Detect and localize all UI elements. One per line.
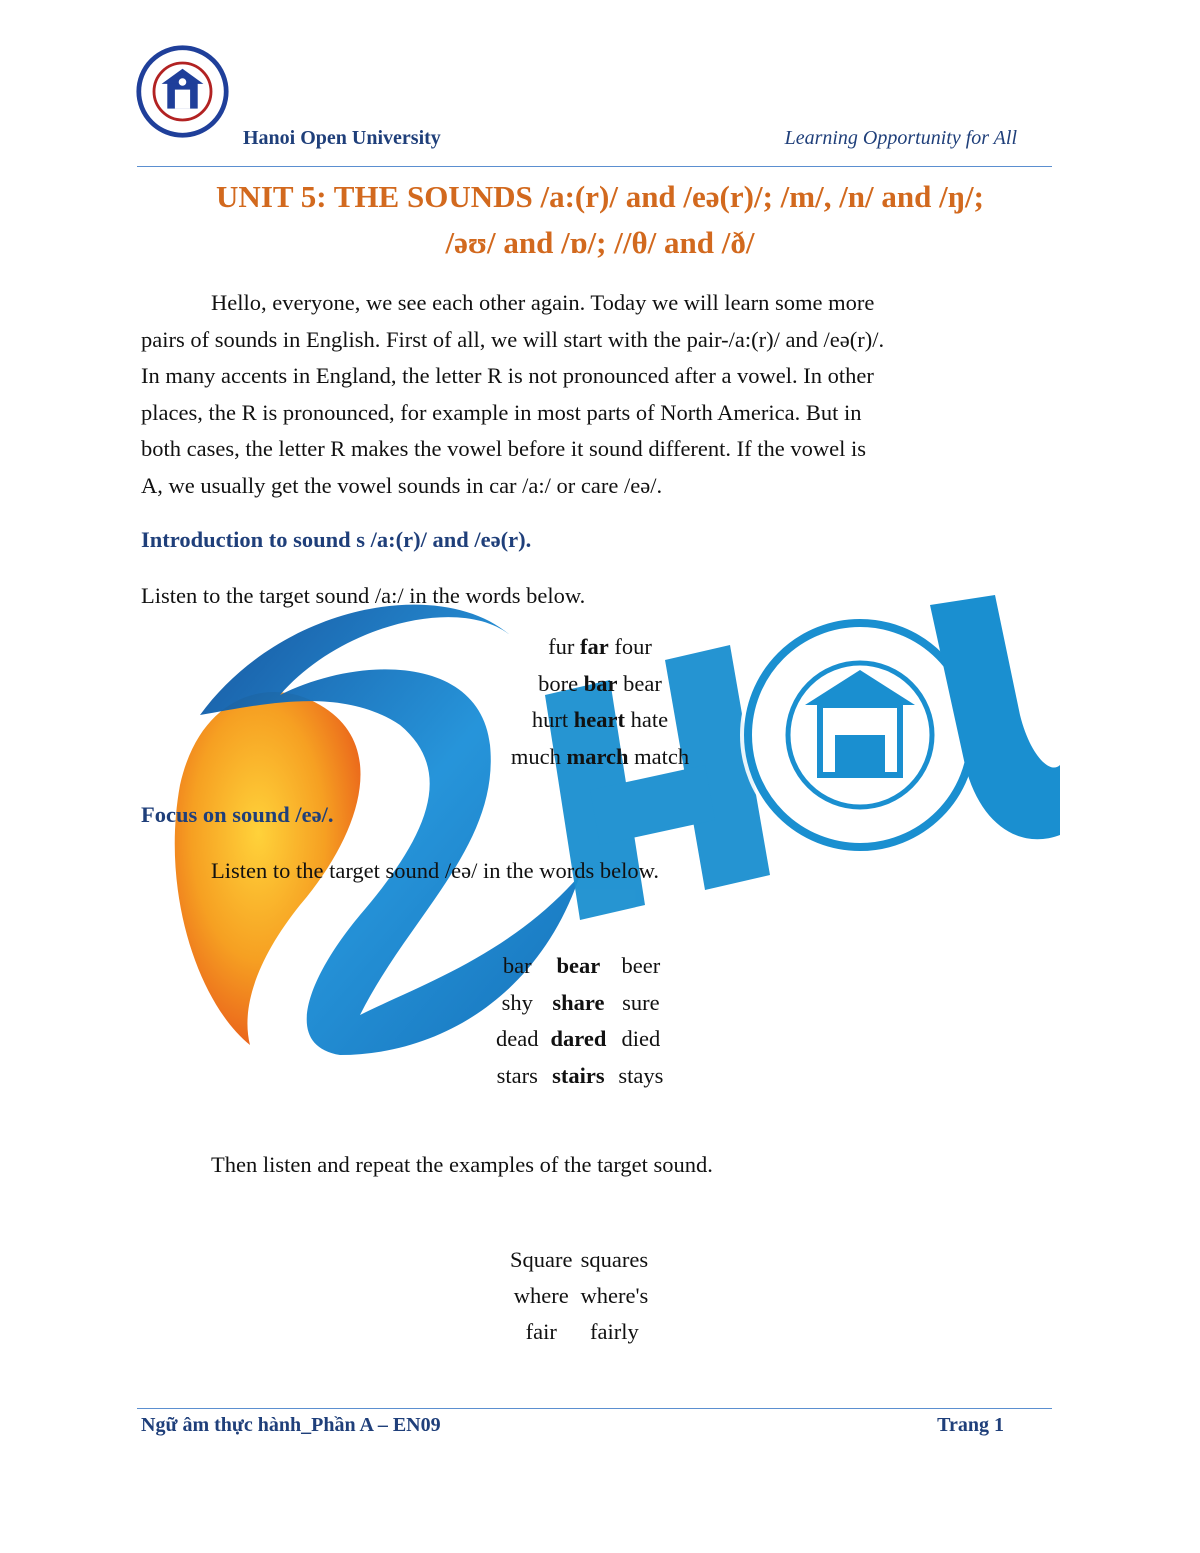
word-row: dead dared died (496, 1026, 661, 1052)
section1-heading: Introduction to sound s /a:(r)/ and /eə(r). (141, 527, 532, 552)
word-row: Square squares (510, 1247, 649, 1272)
word-row: stars stairs stays (496, 1062, 664, 1088)
section2-word-table (490, 948, 669, 1094)
intro-line: both cases, the letter R makes the vowel before it sound different. If the vowel is (141, 436, 866, 461)
repeat-instruction: Then listen and repeat the examples of the target sound. (211, 1152, 713, 1177)
footer-page-number: Trang 1 (937, 1414, 1004, 1436)
section2-heading: Focus on sound /eə/. (141, 802, 334, 827)
word-row: fur far four (548, 634, 652, 659)
word-row: much march match (510, 743, 690, 769)
word-row: fair fairly (525, 1319, 639, 1344)
section1-word-list (400, 634, 800, 780)
word-row: bar bear beer (502, 953, 661, 979)
university-logo (135, 44, 230, 139)
unit-title-line2: /əʊ/ and /ɒ/; //θ/ and /ð/ (445, 225, 755, 260)
intro-paragraph (141, 285, 1056, 504)
intro-line: places, the R is pronounced, for example in most parts of North America. But in (141, 399, 862, 425)
intro-line: A, we usually get the vowel sounds in car /a:/ or care /eə/. (141, 472, 663, 498)
repeat-word-table (506, 1242, 652, 1350)
intro-line: Hello, everyone, we see each other again. Today we will learn some more (211, 290, 875, 315)
word-row: hurt heart hate (531, 707, 669, 732)
word-row: shy share sure (501, 989, 660, 1015)
intro-line: pairs of sounds in English. First of all, we will start with the pair-/a:(r)/ and /eə(r)/. (141, 326, 885, 352)
header-slogan: Learning Opportunity for All (784, 127, 1017, 149)
unit-title-line1: UNIT 5: THE SOUNDS /a:(r)/ and /eə(r)/; /m/, /n/ and /ŋ/; (216, 179, 984, 214)
header-university-name: Hanoi Open University (243, 127, 441, 149)
unit-title (130, 174, 1070, 266)
footer-rule (137, 1408, 1052, 1409)
intro-line: In many accents in England, the letter R is not pronounced after a vowel. In other (141, 363, 874, 388)
section1-instruction: Listen to the target sound /a:/ in the words below. (141, 583, 586, 608)
word-row: bore bar bear (538, 670, 662, 696)
section2-instruction: Listen to the target sound /eə/ in the words below. (211, 858, 660, 883)
header-rule (137, 166, 1052, 167)
footer-course-name: Ngữ âm thực hành_Phần A – EN09 (141, 1414, 441, 1436)
word-row: where where's (513, 1283, 649, 1308)
